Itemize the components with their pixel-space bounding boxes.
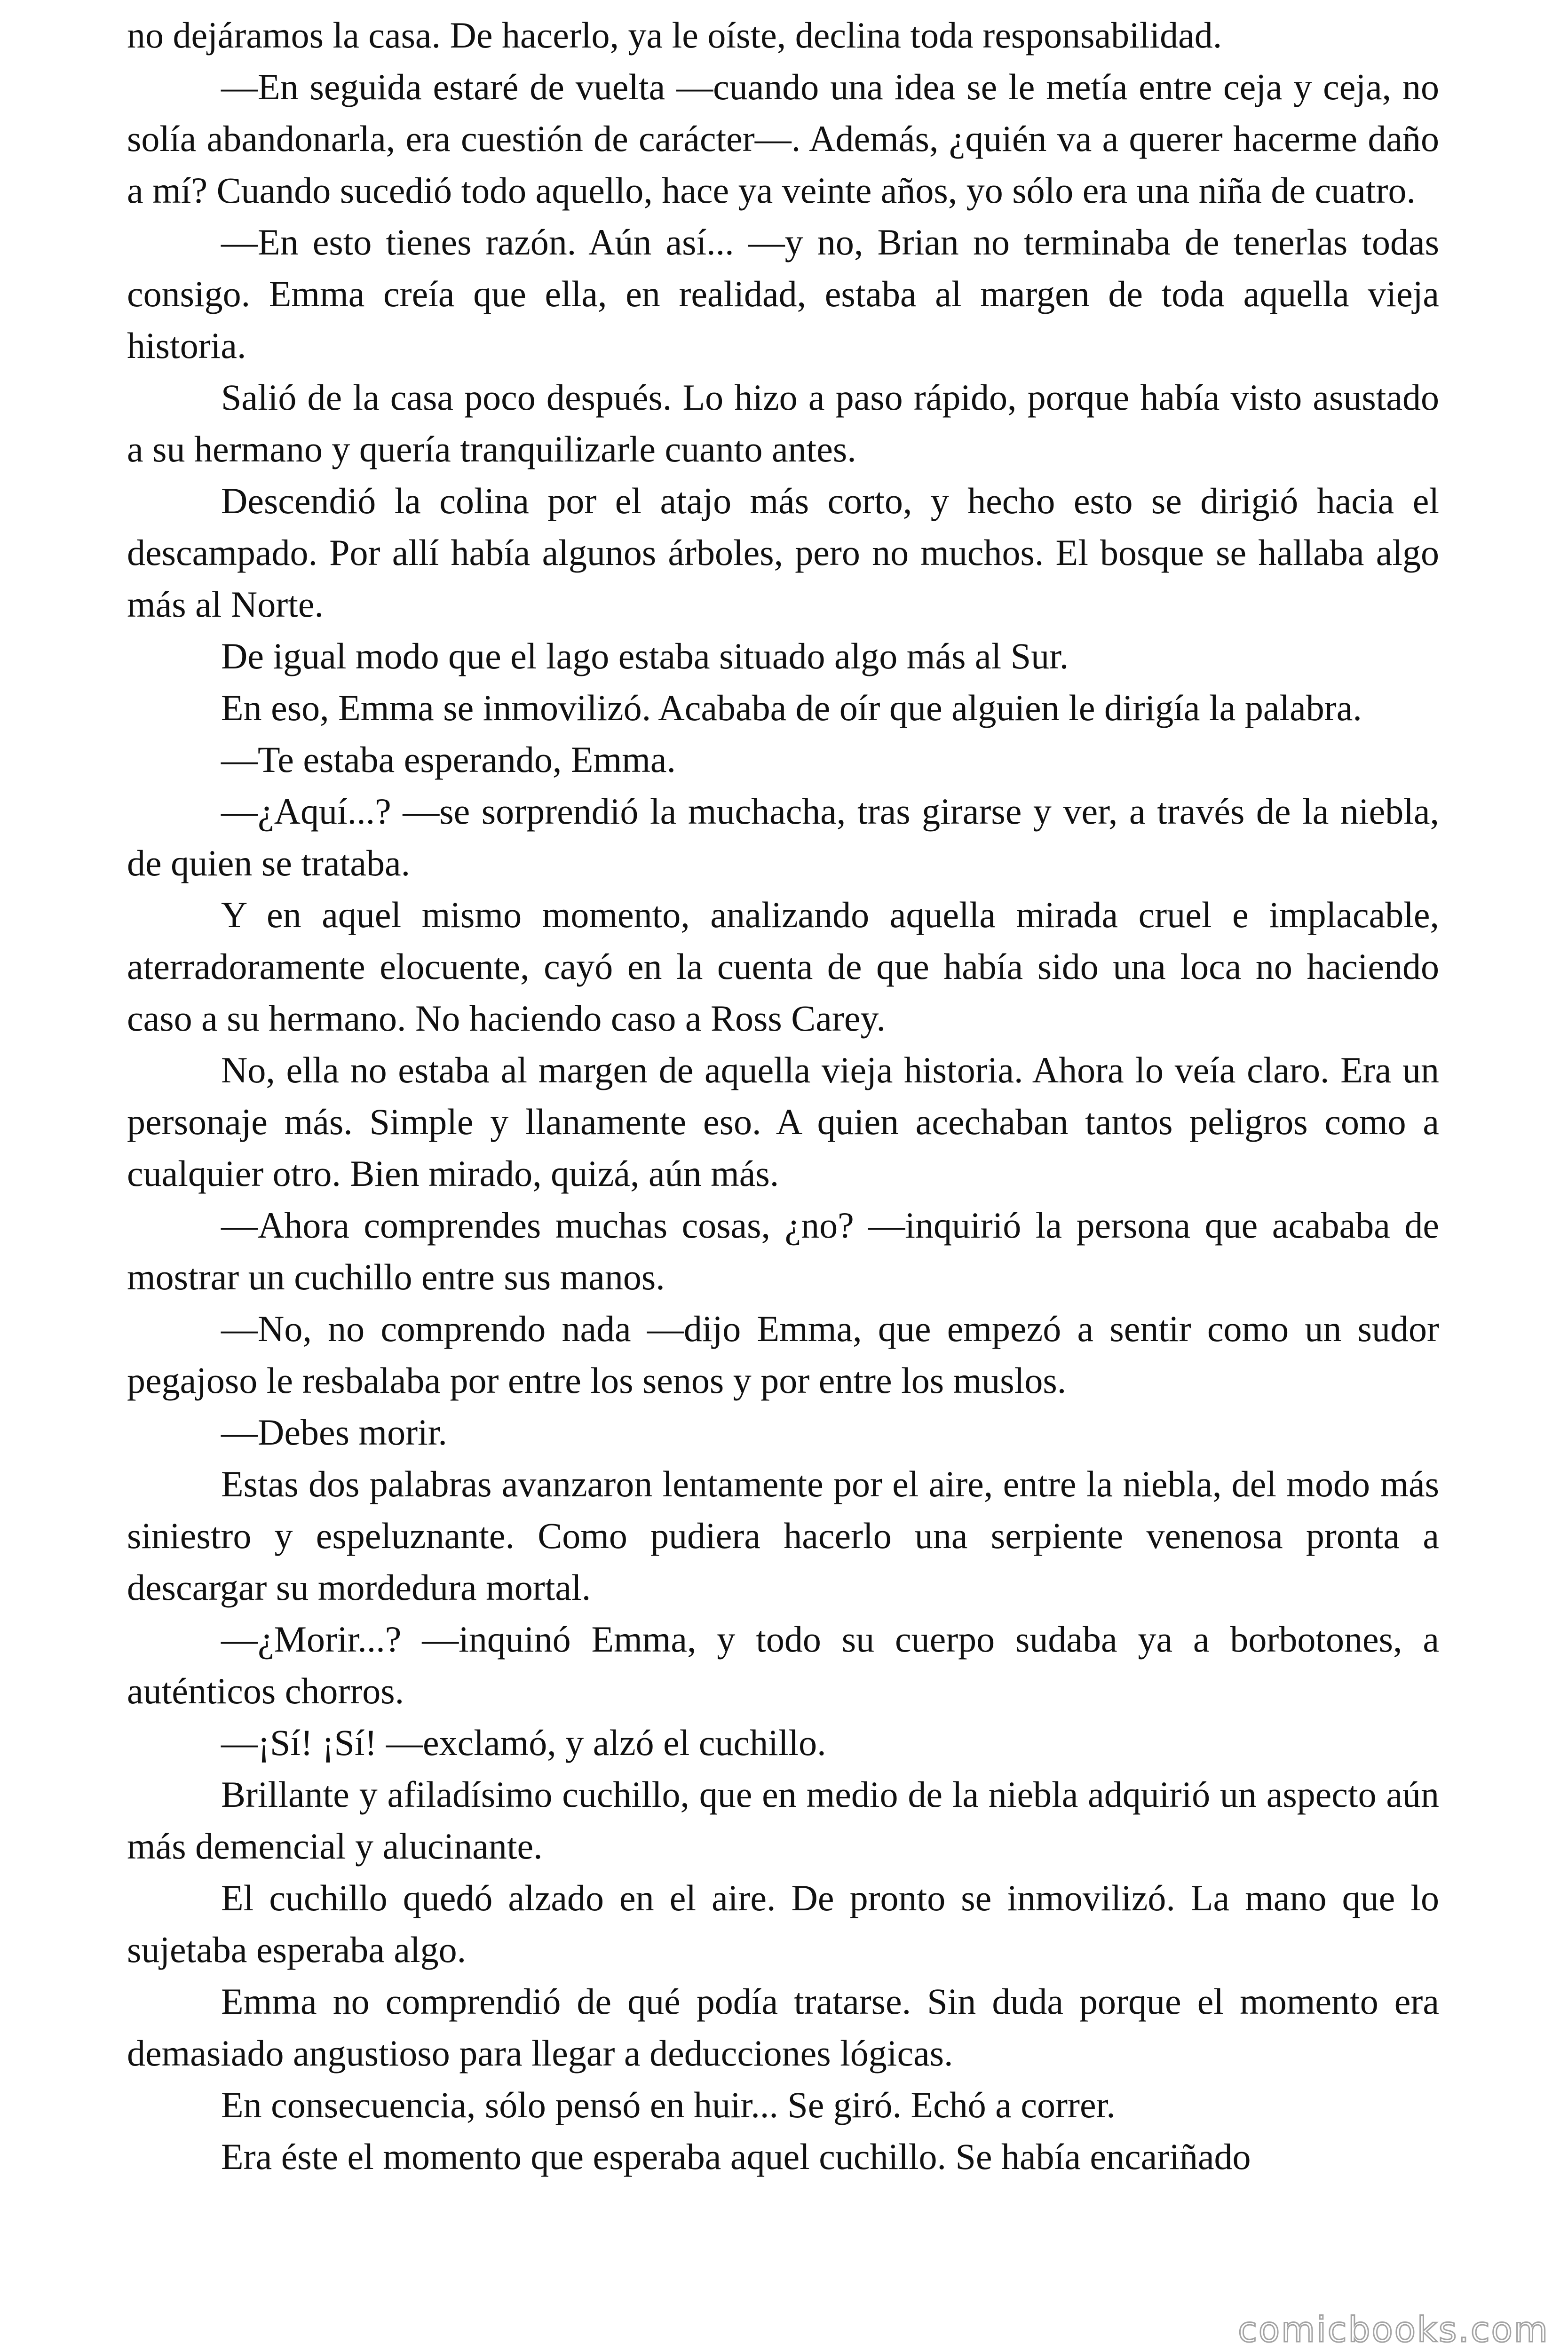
paragraph: no dejáramos la casa. De hacerlo, ya le oíste, declina toda responsabilidad. (127, 15, 1222, 56)
paragraph: Estas dos palabras avanzaron lentamente por el aire, entre la niebla, del modo más siniestro y espeluznante. Como pudiera hacerlo una serpiente venenosa pronta a descargar su mordedura mortal. (127, 1463, 1439, 1608)
paragraph: El cuchillo quedó alzado en el aire. De pronto se inmovilizó. La mano que lo sujetaba esperaba algo. (127, 1877, 1439, 1970)
paragraph: En eso, Emma se inmovilizó. Acababa de oír que alguien le dirigía la palabra. (221, 687, 1362, 728)
body-text (127, 9, 1439, 2183)
paragraph: En consecuencia, sólo pensó en huir... Se giró. Echó a correr. (221, 2084, 1116, 2125)
paragraph: —Ahora comprendes muchas cosas, ¿no? —inquirió la persona que acababa de mostrar un cuchillo entre sus manos. (127, 1205, 1439, 1297)
paragraph: Emma no comprendió de qué podía tratarse. Sin duda porque el momento era demasiado angustioso para llegar a deducciones lógicas. (127, 1981, 1439, 2074)
paragraph: Era éste el momento que esperaba aquel cuchillo. Se había encariñado (221, 2136, 1251, 2177)
paragraph: De igual modo que el lago estaba situado algo más al Sur. (221, 636, 1069, 676)
watermark-logo: comicbooks.com (1238, 2310, 1549, 2350)
paragraph: —Te estaba esperando, Emma. (221, 739, 676, 780)
paragraph: —En seguida estaré de vuelta —cuando una idea se le metía entre ceja y ceja, no solía abandonarla, era cuestión de carácter—. Además, ¿quién va a querer hacerme daño a mí? Cuando sucedió todo aquello, hace ya veinte años, yo sólo era una niña de cuatro. (127, 66, 1439, 211)
paragraph: Descendió la colina por el atajo más corto, y hecho esto se dirigió hacia el descampado. Por allí había algunos árboles, pero no muchos. El bosque se hallaba algo más al Norte. (127, 480, 1439, 625)
paragraph: —No, no comprendo nada —dijo Emma, que empezó a sentir como un sudor pegajoso le resbalaba por entre los senos y por entre los muslos. (127, 1308, 1439, 1401)
paragraph: —En esto tienes razón. Aún así... —y no, Brian no terminaba de tenerlas todas consigo. Emma creía que ella, en realidad, estaba al margen de toda aquella vieja historia. (127, 222, 1439, 366)
paragraph: Brillante y afiladísimo cuchillo, que en medio de la niebla adquirió un aspecto aún más demencial y alucinante. (127, 1774, 1439, 1867)
paragraph: —¿Aquí...? —se sorprendió la muchacha, tras girarse y ver, a través de la niebla, de quien se trataba. (127, 791, 1439, 883)
paragraph: —Debes morir. (221, 1412, 447, 1453)
paragraph: —¡Sí! ¡Sí! —exclamó, y alzó el cuchillo. (221, 1722, 826, 1763)
paragraph: —¿Morir...? —inquinó Emma, y todo su cuerpo sudaba ya a borbotones, a auténticos chorros. (127, 1619, 1439, 1711)
paragraph: Salió de la casa poco después. Lo hizo a paso rápido, porque había visto asustado a su hermano y quería tranquilizarle cuanto antes. (127, 377, 1439, 469)
paragraph: No, ella no estaba al margen de aquella vieja historia. Ahora lo veía claro. Era un personaje más. Simple y llanamente eso. A quien acechaban tantos peligros como a cualquier otro. Bien mirado, quizá, aún más. (127, 1049, 1439, 1194)
paragraph: Y en aquel mismo momento, analizando aquella mirada cruel e implacable, aterradoramente elocuente, cayó en la cuenta de que había sido una loca no haciendo caso a su hermano. No haciendo caso a Ross Carey. (127, 894, 1439, 1039)
